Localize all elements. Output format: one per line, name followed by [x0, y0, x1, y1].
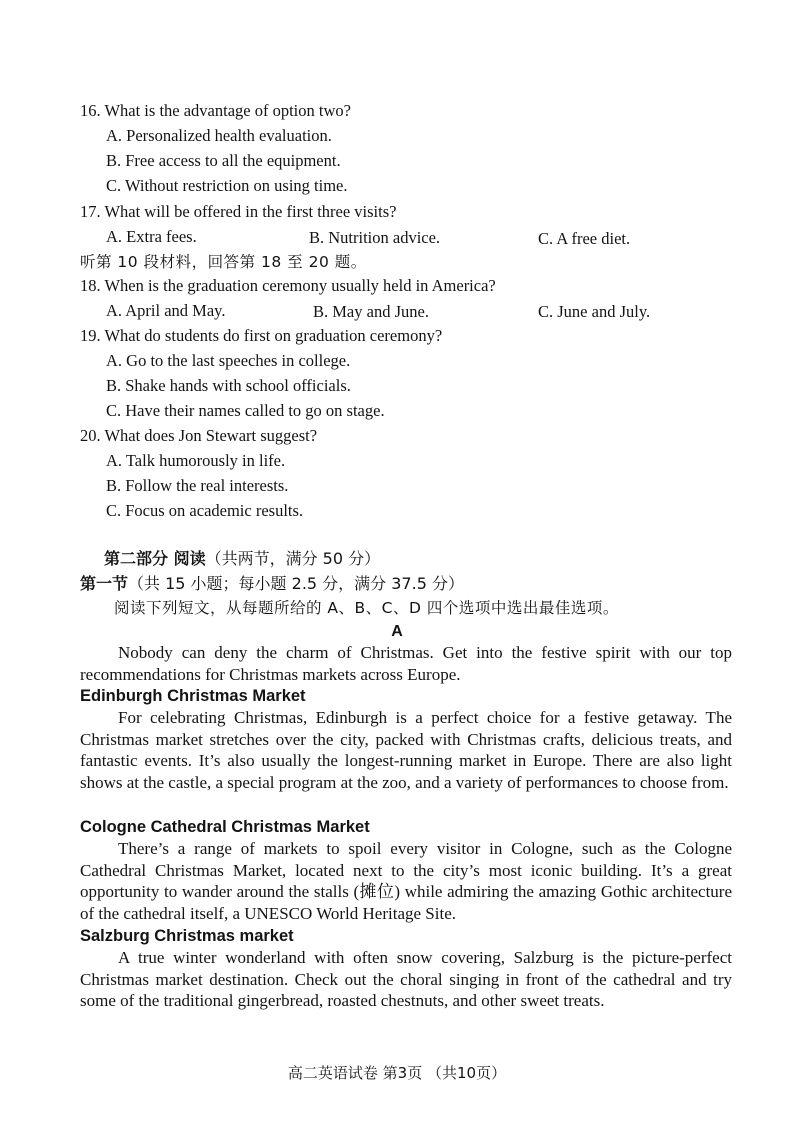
q17-option-a: A. Extra fees.	[106, 227, 197, 246]
market-text-salzburg: A true winter wonderland with often snow covering, Salzburg is the picture-perfect Christmas market destination. Check out the choral singing in front of the cathedral and try some of the traditional gingerbread, roasted chestnuts, and other sweet treats.	[80, 948, 732, 1011]
question-18: 18. When is the graduation ceremony usually held in America?	[80, 276, 496, 295]
q16-option-b: B. Free access to all the equipment.	[106, 151, 341, 170]
q19-option-b: B. Shake hands with school officials.	[106, 376, 351, 395]
q20-option-b: B. Follow the real interests.	[106, 476, 289, 495]
reading-part-heading	[104, 548, 380, 570]
q19-option-c: C. Have their names called to go on stage.	[106, 401, 385, 420]
q19-option-a: A. Go to the last speeches in college.	[106, 351, 351, 370]
q17-option-b: B. Nutrition advice.	[309, 228, 441, 247]
q20-option-c: C. Focus on academic results.	[106, 501, 304, 520]
passage-label: A	[391, 623, 403, 640]
listening-instruction-10: 听第 10 段材料，回答第 18 至 20 题。	[80, 253, 367, 271]
question-17: 17. What will be offered in the first three visits?	[80, 202, 397, 221]
q16-option-c: C. Without restriction on using time.	[106, 176, 348, 195]
q16-option-a: A. Personalized health evaluation.	[106, 126, 332, 145]
q18-option-b: B. May and June.	[313, 302, 429, 321]
market-heading-edinburgh: Edinburgh Christmas Market	[80, 687, 306, 705]
q18-option-c: C. June and July.	[538, 302, 651, 321]
reading-part-title: 第二部分 阅读	[104, 549, 206, 568]
market-heading-cologne: Cologne Cathedral Christmas Market	[80, 818, 370, 836]
q18-option-a: A. April and May.	[106, 301, 226, 320]
question-20: 20. What does Jon Stewart suggest?	[80, 426, 318, 445]
market-text-cologne: There’s a range of markets to spoil every visitor in Cologne, such as the Cologne Cathedral Christmas Market, located next to the city’s most iconic building. It’s a great opportunity to wander around the stalls (摊位) while admiring the amazing Gothic architecture of the cathedral itself, a UNESCO World Heritage Site.	[80, 839, 732, 924]
q20-option-a: A. Talk humorously in life.	[106, 451, 286, 470]
passage-intro: Nobody can deny the charm of Christmas. Get into the festive spirit with our top recommendations for Christmas markets across Europe.	[80, 643, 732, 684]
market-heading-salzburg: Salzburg Christmas market	[80, 927, 294, 945]
reading-section-heading	[80, 573, 464, 595]
question-16: 16. What is the advantage of option two?	[80, 101, 351, 120]
page-footer: 高二英语试卷 第3页 （共10页）	[287, 1064, 507, 1082]
reading-section-title: 第一节	[80, 574, 129, 593]
market-text-edinburgh: For celebrating Christmas, Edinburgh is a perfect choice for a festive getaway. The Christmas market stretches over the city, packed with Christmas crafts, delicious treats, and fantastic events. It’s also usually the longest-running market in Europe. There are also light shows at the castle, a special program at the zoo, and a variety of performances to choose from.	[80, 708, 732, 793]
q17-option-c: C. A free diet.	[538, 229, 631, 248]
reading-part-note: （共两节，满分 50 分）	[205, 549, 381, 568]
reading-instruction: 阅读下列短文，从每题所给的 A、B、C、D 四个选项中选出最佳选项。	[114, 599, 619, 617]
reading-section-note: （共 15 小题；每小题 2.5 分，满分 37.5 分）	[128, 574, 464, 593]
question-19: 19. What do students do first on graduation ceremony?	[80, 326, 443, 345]
